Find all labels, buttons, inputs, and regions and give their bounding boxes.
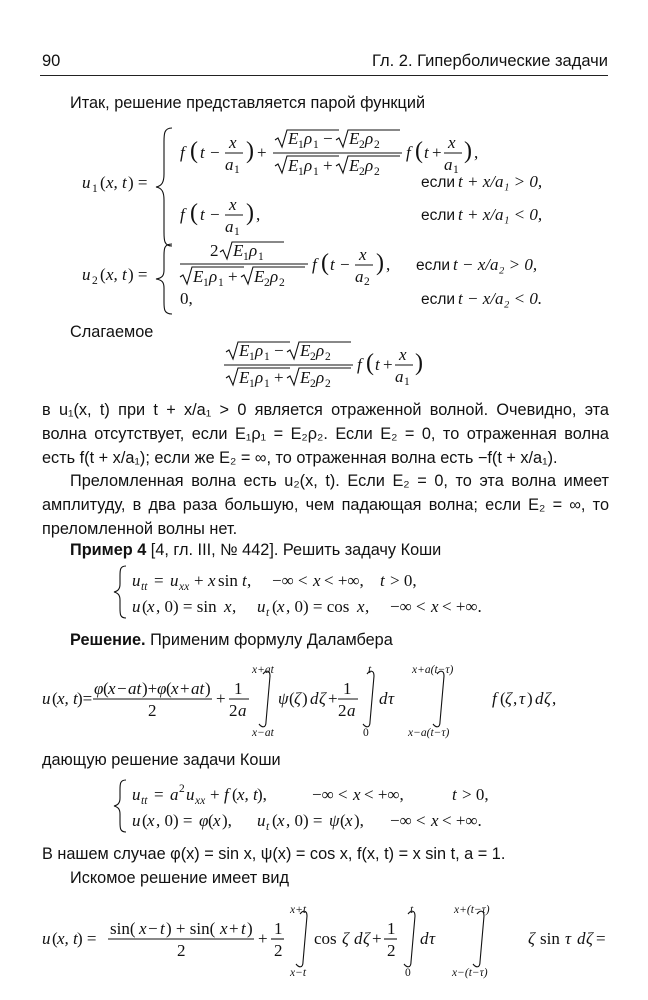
svg-text:φ: φ [157,679,167,698]
svg-text:−: − [323,129,333,148]
svg-text:−: − [274,341,284,360]
svg-text:+: + [258,929,268,948]
svg-text:x−t: x−t [290,967,307,979]
svg-text:(: ( [190,200,198,226]
svg-text:,: , [247,571,252,590]
svg-text:d: d [535,689,544,708]
svg-text:(: ( [52,689,58,708]
svg-text:x+(t−τ): x+(t−τ) [454,904,490,916]
svg-text:xx: xx [195,795,206,807]
svg-text:1: 1 [203,277,209,289]
svg-text:(: ( [103,679,109,698]
giving-text: дающую решение задачи Коши [42,751,281,769]
svg-text:u: u [257,811,266,830]
svg-text:x: x [345,811,353,830]
svg-text:+: + [372,929,382,948]
svg-text:1: 1 [313,139,319,151]
svg-text:+: + [180,679,190,698]
svg-text:t: t [241,919,246,938]
svg-text:φ: φ [94,679,104,698]
svg-text:2: 2 [387,941,396,960]
svg-text:a: a [170,785,179,804]
svg-text:x: x [147,597,155,616]
svg-text:1: 1 [258,251,264,263]
svg-text:d: d [379,689,388,708]
svg-text:2: 2 [274,941,283,960]
svg-text:u: u [42,929,51,948]
svg-text:1: 1 [249,351,255,363]
svg-text:ρ: ρ [270,267,279,286]
svg-text:t: t [242,571,247,590]
svg-text:1: 1 [92,183,98,195]
svg-text:t: t [266,821,270,833]
svg-text:ρ: ρ [255,341,264,360]
svg-text:cos: cos [314,929,337,948]
svg-text:f: f [312,255,317,274]
svg-text:ρ: ρ [365,156,374,175]
svg-text:ζ: ζ [319,689,326,708]
svg-text:+: + [328,689,338,708]
svg-text:x: x [139,919,147,938]
condition-3: t − x/a₂ > 0, [453,255,538,274]
svg-text:a: a [238,701,247,720]
svg-text:a: a [444,155,453,174]
svg-text:1: 1 [274,919,283,938]
svg-text:+: + [432,143,442,162]
svg-text:(: ( [142,597,148,616]
svg-text:t: t [200,205,205,224]
svg-text:f: f [406,143,411,162]
svg-text:x: x [213,811,221,830]
svg-text:E: E [349,129,360,148]
svg-text:(: ( [321,250,329,276]
svg-text:u: u [132,785,141,804]
svg-text:): ) [527,689,533,708]
svg-text:+: + [229,919,239,938]
page-header [40,48,608,76]
svg-text:x: x [359,245,367,264]
svg-text:x: x [277,811,285,830]
svg-text:1: 1 [298,166,304,178]
svg-text:x, t: x, t [106,265,127,284]
svg-text:),: ), [257,785,267,804]
svg-text:2: 2 [374,139,380,151]
svg-text:2: 2 [374,166,380,178]
svg-text:1: 1 [234,679,243,698]
svg-text:t: t [380,571,385,590]
sought-solution-text: Искомое решение имеет вид [70,869,290,887]
condition-1: t + x/a₁ > 0, [458,172,543,191]
svg-text:0: 0 [405,967,411,979]
condition-word: если [421,207,456,224]
condition-word: если [416,257,451,274]
svg-text:x, t: x, t [57,689,78,708]
svg-text:E: E [288,129,299,148]
svg-text:a: a [395,367,404,386]
svg-text:,: , [256,205,261,224]
svg-text:1: 1 [343,679,352,698]
svg-text:u: u [82,265,91,284]
svg-text:t: t [424,143,429,162]
svg-text:=: = [596,929,606,948]
svg-text:1: 1 [218,277,224,289]
svg-text:φ: φ [199,811,209,830]
svg-text:(: ( [415,138,423,164]
svg-text:f: f [357,355,362,374]
svg-text:ζ: ζ [342,929,349,948]
condition-word: если [421,291,456,308]
svg-text:): ) [205,679,211,698]
svg-text:t: t [330,255,335,274]
svg-text:): ) [246,200,254,226]
svg-text:ζ: ζ [294,689,301,708]
svg-text:x+at: x+at [252,664,274,676]
svg-text:2: 2 [325,351,331,363]
svg-text:t: t [160,919,165,938]
svg-text:−∞ <: −∞ < [390,811,426,830]
svg-text:(: ( [100,265,106,284]
svg-text:x: x [171,679,179,698]
header-rule [40,75,608,76]
svg-text:2: 2 [310,378,316,390]
svg-text:a: a [347,701,356,720]
svg-text:, 0) =: , 0) = [286,811,323,830]
svg-text:ζ: ζ [586,929,593,948]
svg-text:a: a [225,217,234,236]
svg-text:),: ), [222,811,232,830]
svg-text:< +∞,: < +∞, [364,785,404,804]
svg-text:x, t: x, t [57,929,78,948]
svg-text:x−at: x−at [252,727,274,739]
svg-text:a: a [355,267,364,286]
svg-text:< +∞.: < +∞. [442,597,482,616]
svg-text:E: E [193,267,204,286]
svg-text:1: 1 [298,139,304,151]
svg-text:)+: )+ [142,679,158,698]
svg-text:E: E [288,156,299,175]
svg-text:> 0,: > 0, [462,785,489,804]
svg-text:ζ: ζ [528,929,535,948]
svg-text:): ) [302,689,308,708]
svg-text:1: 1 [313,166,319,178]
svg-text:1: 1 [404,376,410,388]
svg-text:−: − [340,255,350,274]
svg-text:−∞ <: −∞ < [312,785,348,804]
svg-text:τ: τ [429,929,436,948]
svg-text:=: = [154,571,164,590]
svg-text:, 0) = cos: , 0) = cos [286,597,350,616]
svg-text:a: a [225,155,234,174]
svg-text:x: x [313,571,321,590]
svg-text:ρ: ρ [249,241,258,260]
svg-text:+: + [210,785,220,804]
svg-text:,: , [513,689,518,708]
svg-text:−: − [210,143,220,162]
solution-label: Решение. [70,631,146,649]
svg-text:E: E [349,156,360,175]
svg-text:E: E [239,341,250,360]
svg-text:x: x [448,133,456,152]
svg-text:t: t [410,904,414,916]
svg-text:−: − [148,919,158,938]
svg-text:2: 2 [310,351,316,363]
equation-reflected-term [222,338,432,390]
svg-text:2: 2 [92,275,98,287]
svg-text:+: + [194,571,204,590]
svg-text:x, t: x, t [106,173,127,192]
svg-text:xx: xx [179,581,190,593]
svg-text:at: at [128,679,142,698]
svg-text:(: ( [190,138,198,164]
condition-word: если [421,174,456,191]
svg-text:,: , [386,255,391,274]
svg-text:) =: ) = [128,265,148,284]
svg-text:< +∞.: < +∞. [442,811,482,830]
svg-text:x: x [399,345,407,364]
svg-text:x: x [229,133,237,152]
chapter-title: Гл. 2. Гиперболические задачи [372,52,608,70]
svg-text:d: d [354,929,363,948]
svg-text:E: E [300,341,311,360]
svg-text:u: u [186,785,195,804]
svg-text:τ: τ [519,689,526,708]
svg-text:t: t [375,355,380,374]
svg-text:ζ: ζ [363,929,370,948]
example-heading [42,538,609,562]
svg-text:x+a(t−τ): x+a(t−τ) [412,664,454,676]
svg-text:1: 1 [264,351,270,363]
svg-text:u: u [132,811,141,830]
svg-text:,: , [552,689,557,708]
svg-text:(: ( [232,785,238,804]
svg-text:=: = [154,785,164,804]
svg-text:t: t [368,664,372,676]
svg-text:E: E [254,267,265,286]
svg-text:x: x [224,597,232,616]
svg-text:(: ( [272,597,278,616]
svg-text:(: ( [272,811,278,830]
svg-text:(: ( [100,173,106,192]
svg-text:ζ: ζ [544,689,551,708]
page-number: 90 [42,52,61,70]
svg-text:x: x [357,597,365,616]
svg-text:x: x [431,811,439,830]
svg-text:(: ( [166,679,172,698]
solution-heading [42,628,609,652]
svg-text:x: x [431,597,439,616]
svg-text:x: x [277,597,285,616]
svg-text:ψ: ψ [278,689,289,708]
refracted-wave-paragraph: Преломленная волна есть u₂(x, t). Если E₂ = 0, то эта волна имеет амплитуду, в два раза большую, чем падающая волна; если E₂ = ∞, то преломленной волны нет. [42,472,609,538]
svg-text:u: u [257,597,266,616]
svg-text:ρ: ρ [316,368,325,387]
svg-text:1: 1 [264,378,270,390]
svg-text:): ) [246,138,254,164]
condition-2: t + x/a₁ < 0, [458,205,543,224]
our-case-text: В нашем случае φ(x) = sin x, ψ(x) = cos x, f(x, t) = x sin t, a = 1. [42,845,506,863]
svg-text:2: 2 [364,276,370,288]
svg-text:ρ: ρ [365,129,374,148]
svg-text:tt: tt [141,581,148,593]
reflected-wave-paragraph: в u₁(x, t) при t + x/a₁ > 0 является отраженной волной. Очевидно, эта волна отсутствует, если E₁ρ₁ = E₂ρ₂. Если E₂ = 0, то отраженная волна есть f(t + x/a₁); если же E₂ = ∞, то отраженная волна есть −f(t + x/a₁). [42,401,609,467]
svg-text:(: ( [500,689,506,708]
equation-cauchy-problem [112,562,552,622]
svg-text:x: x [108,679,116,698]
svg-text:x+t: x+t [290,904,307,916]
svg-text:2: 2 [148,701,157,720]
svg-text:2: 2 [264,277,270,289]
svg-text:u: u [132,597,141,616]
svg-text:ρ: ρ [304,156,313,175]
sum-term-label: Слагаемое [70,323,154,341]
svg-text:f: f [492,689,497,708]
svg-text:, 0) = sin: , 0) = sin [156,597,217,616]
svg-text:+: + [323,156,333,175]
svg-text:d: d [310,689,319,708]
condition-4: t − x/a₂ < 0. [458,289,543,308]
equation-dalembert [40,660,610,740]
svg-text:,: , [474,143,479,162]
equation-final-solution [40,900,610,980]
svg-text:2: 2 [325,378,331,390]
example-label: Пример 4 [70,541,147,559]
equation-u1 [70,120,590,250]
svg-text:−: − [210,205,220,224]
svg-text:sin: sin [540,929,560,948]
svg-text:x−(t−τ): x−(t−τ) [452,967,488,979]
equation-u2 [70,240,590,320]
svg-text:1: 1 [249,378,255,390]
svg-text:τ: τ [565,929,572,948]
svg-text:sin(: sin( [110,919,136,938]
svg-text:ρ: ρ [316,341,325,360]
svg-text:u: u [82,173,91,192]
svg-text:(: ( [142,811,148,830]
svg-text:+: + [216,689,226,708]
svg-text:+: + [257,143,267,162]
svg-text:f: f [180,143,185,162]
svg-text:(: ( [208,811,214,830]
svg-text:,: , [232,597,237,616]
equation-general-cauchy [112,776,552,836]
svg-text:t: t [452,785,457,804]
svg-text:u: u [42,689,51,708]
svg-text:tt: tt [141,795,148,807]
svg-text:> 0,: > 0, [390,571,417,590]
svg-text:E: E [233,241,244,260]
svg-text:1: 1 [234,164,240,176]
svg-text:x−a(t−τ): x−a(t−τ) [408,727,450,739]
svg-text:E: E [300,368,311,387]
svg-text:+: + [383,355,393,374]
svg-text:x: x [353,785,361,804]
intro-paragraph: Итак, решение представляется парой функций [70,94,426,112]
svg-text:τ: τ [388,689,395,708]
svg-text:(: ( [340,811,346,830]
svg-text:+: + [228,267,238,286]
svg-text:u: u [170,571,179,590]
svg-text:f: f [224,785,229,804]
svg-text:+: + [274,368,284,387]
svg-text:f: f [180,205,185,224]
svg-text:2: 2 [179,783,185,795]
svg-text:2: 2 [359,139,365,151]
svg-text:) =: ) = [128,173,148,192]
svg-text:ρ: ρ [209,267,218,286]
svg-text:2: 2 [210,241,219,260]
svg-text:x: x [229,195,237,214]
svg-text:u: u [132,571,141,590]
svg-text:−∞ <: −∞ < [390,597,426,616]
svg-text:at: at [191,679,205,698]
svg-text:x: x [220,919,228,938]
svg-text:(: ( [289,689,295,708]
svg-text:0: 0 [363,727,369,739]
svg-text:2: 2 [359,166,365,178]
svg-text:x, t: x, t [237,785,258,804]
svg-text:t: t [266,607,270,619]
svg-text:),: ), [354,811,364,830]
svg-text:(: ( [52,929,58,948]
svg-text:(: ( [366,350,374,376]
svg-text:ρ: ρ [255,368,264,387]
svg-text:): ) [415,350,423,376]
svg-text:< +∞,: < +∞, [324,571,364,590]
svg-text:d: d [420,929,429,948]
svg-text:ζ: ζ [505,689,512,708]
svg-text:x: x [147,811,155,830]
svg-text:−∞ <: −∞ < [272,571,308,590]
svg-text:1: 1 [453,164,459,176]
svg-text:): ) [464,138,472,164]
svg-text:t: t [200,143,205,162]
svg-text:−: − [117,679,127,698]
solution-text: Применим формулу Даламбера [145,631,393,649]
svg-text:2: 2 [338,701,347,720]
svg-text:): ) [376,250,384,276]
svg-text:ρ: ρ [304,129,313,148]
svg-text:) =: ) = [77,929,97,948]
svg-text:): ) [247,919,253,938]
svg-text:, 0) =: , 0) = [156,811,193,830]
svg-text:sin: sin [218,571,238,590]
svg-text:d: d [577,929,586,948]
svg-text:1: 1 [243,251,249,263]
svg-text:1: 1 [234,226,240,238]
svg-text:)=: )= [77,689,93,708]
svg-text:,: , [365,597,370,616]
svg-text:) + sin(: ) + sin( [166,919,216,938]
zero-case: 0, [180,289,193,308]
svg-text:2: 2 [279,277,285,289]
svg-text:2: 2 [177,941,186,960]
svg-text:2: 2 [229,701,238,720]
svg-text:E: E [239,368,250,387]
svg-text:1: 1 [387,919,396,938]
svg-text:x: x [208,571,216,590]
example-text: [4, гл. III, № 442]. Решить задачу Коши [146,541,442,559]
svg-text:ψ: ψ [329,811,340,830]
